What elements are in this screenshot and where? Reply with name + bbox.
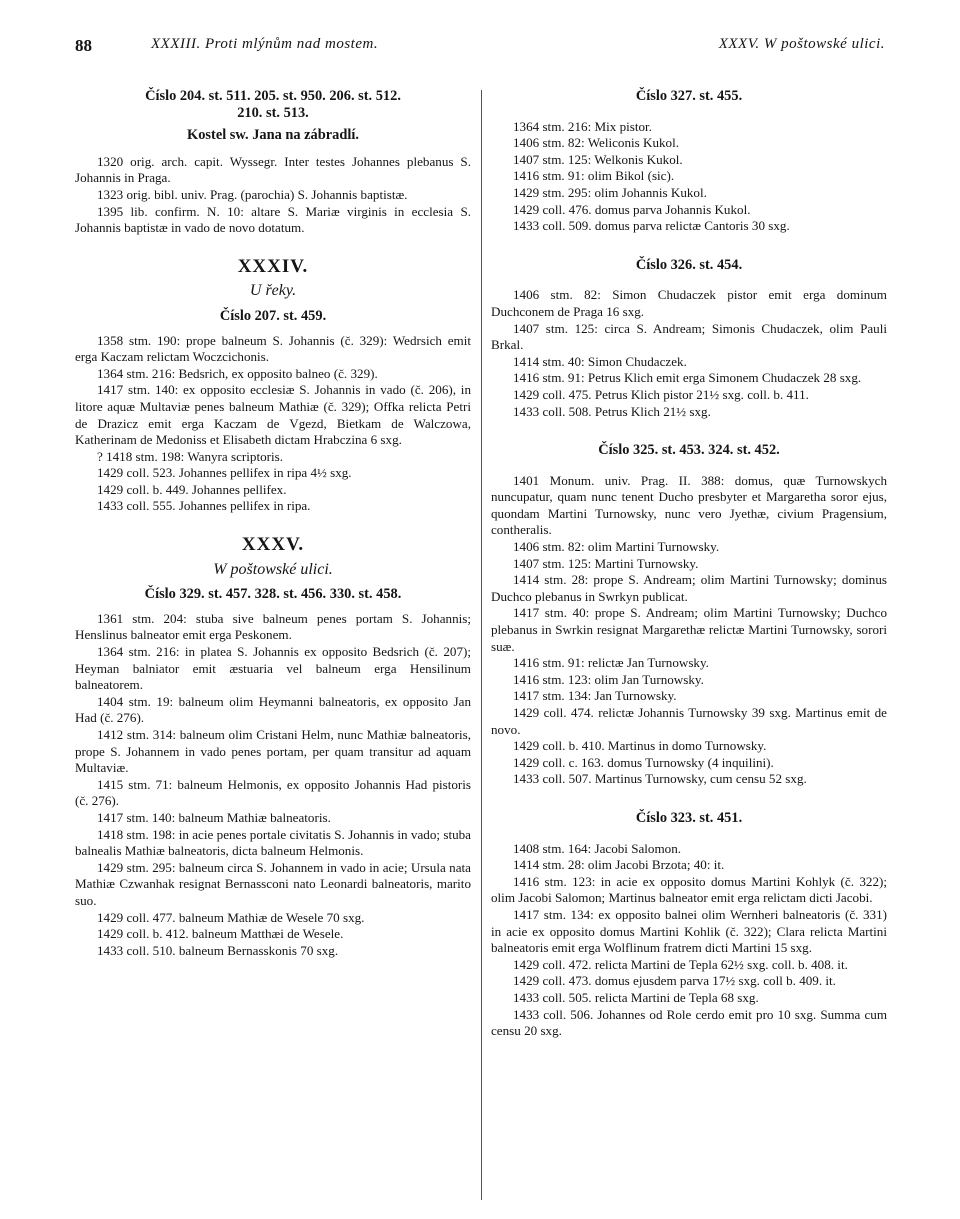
section-number-35: XXXV.	[241, 534, 305, 556]
entry-heading-204-line1: Číslo 204. st. 511. 205. st. 950. 206. st. 512.	[145, 88, 401, 104]
entry-text: 1429 coll. b. 410. Martinus in domo Turnowsky.	[513, 738, 767, 754]
right-column	[491, 88, 887, 1040]
entry-text: 1433 coll. 505. relicta Martini de Tepla 68 sxg.	[513, 989, 759, 1005]
entry-text: 1415 stm. 71: balneum Helmonis, ex opposito Johannis Had pistoris (č. 276).	[75, 776, 471, 809]
section-number-34: XXXIV.	[237, 255, 309, 277]
entry-text: 1433 coll. 508. Petrus Klich 21½ sxg.	[513, 403, 711, 419]
entry-text: 1407 stm. 125: Martini Turnowsky.	[513, 555, 699, 571]
entry-text: 1401 Monum. univ. Prag. II. 388: domus, quæ Turnowskych nuncupatur, quam nunc tenent Ducho presbyter et Margaretha soror ejus, quondam Martini Turnowsky, nunc vero Jyethæ, civium Pragensium, contheralis.	[491, 472, 887, 538]
section-title-34: U řeky.	[249, 282, 297, 300]
entry-text: 1429 coll. 475. Petrus Klich pistor 21½ sxg. coll. b. 411.	[513, 386, 809, 402]
entry-heading-327: Číslo 327. st. 455.	[635, 88, 743, 104]
entry-text: 1429 coll. b. 412. balneum Matthæi de Wesele.	[97, 926, 344, 942]
page-number: 88	[75, 36, 92, 55]
entry-text: 1361 stm. 204: stuba sive balneum penes portam S. Johannis; Henslinus balneator emit erga Peskonem.	[75, 610, 471, 643]
entry-text: 1407 stm. 125: circa S. Andream; Simonis Chudaczek, olim Pauli Brkal.	[491, 320, 887, 353]
entry-heading-326: Číslo 326. st. 454.	[635, 256, 743, 273]
entry-text: 1323 orig. bibl. univ. Prag. (parochia) S. Johannis baptistæ.	[97, 186, 408, 202]
running-head	[75, 36, 885, 60]
entry-text: 1414 stm. 28: prope S. Andream; olim Martini Turnowsky; dominus Duchco plebanus in Swrkyn publicat.	[491, 572, 887, 604]
entry-heading-325: Číslo 325. st. 453. 324. st. 452.	[598, 442, 780, 459]
entry-text: 1418 stm. 198: in acie penes portale civitatis S. Johannis in vado; stuba balnealis Mathiæ balneatoris, dicta balneum Helmonis.	[75, 826, 471, 859]
entry-text: 1416 stm. 91: olim Bikol (sic).	[513, 168, 675, 184]
entry-text: 1429 coll. 523. Johannes pellifex in ripa 4½ sxg.	[97, 465, 352, 481]
entry-text: 1407 stm. 125: Welkonis Kukol.	[513, 151, 683, 167]
entry-text: 1395 lib. confirm. N. 10: altare S. Mariæ virginis in ecclesia S. Johannis baptistæ in vado de novo dotatum.	[75, 203, 471, 236]
entry-text: 1429 stm. 295: olim Johannis Kukol.	[513, 184, 707, 200]
church-heading: Kostel sw. Jana na zábradlí.	[187, 127, 359, 144]
entry-text: 1414 stm. 28: olim Jacobi Brzota; 40: it.	[513, 857, 725, 873]
entry-text: 1417 stm. 40: prope S. Andream; olim Martini Turnowsky; Duchco plebanus in Swrkin resignat Margarethæ relictæ Martini Turnowsky, sorori suæ.	[491, 605, 887, 654]
entry-text: 1429 stm. 295: balneum circa S. Johannem in vado in acie; Ursula nata Mathiæ Czwanhak resignat Bernassconi nato Leonardi balneatoris, marito suo.	[75, 859, 471, 908]
entry-text: 1404 stm. 19: balneum olim Heymanni balneatoris, ex opposito Jan Had (č. 276).	[75, 693, 471, 726]
entry-text: 1406 stm. 82: olim Martini Turnowsky.	[513, 539, 720, 555]
entry-text: 1414 stm. 40: Simon Chudaczek.	[513, 353, 687, 369]
entry-heading-204-line2: 210. st. 513.	[237, 104, 309, 121]
entry-text: 1429 coll. 473. domus ejusdem parva 17½ sxg. coll b. 409. it.	[513, 973, 836, 989]
left-column	[75, 88, 471, 959]
entry-text: 1417 stm. 140: ex opposito ecclesiæ S. Johannis in vado (č. 206), in litore aquæ Multaviæ penes balneum Mathiæ (č. 329); Offka relicta Petri de Drazicz emit erga Kaczam de Vgezd, Bietkam de Walczowa, Katherinam de Medoniss et Elisabeth dictam Hrabczina 6 sxg.	[75, 382, 471, 448]
entry-text: 1417 stm. 140: balneum Mathiæ balneatoris.	[97, 809, 331, 825]
entry-text: 1429 coll. 477. balneum Mathiæ de Wesele 70 sxg.	[97, 909, 365, 925]
entry-heading-204	[75, 88, 471, 121]
section-title-35: W poštowské ulici.	[213, 560, 333, 578]
entry-text: 1429 coll. 476. domus parva Johannis Kukol.	[513, 201, 751, 217]
entry-text: ? 1418 stm. 198: Wanyra scriptoris.	[97, 448, 283, 464]
entry-text: 1429 coll. 472. relicta Martini de Tepla 62½ sxg. coll. b. 408. it.	[513, 956, 848, 972]
entry-text: 1429 coll. b. 449. Johannes pellifex.	[97, 481, 287, 497]
entry-text: 1433 coll. 510. balneum Bernasskonis 70 sxg.	[97, 942, 339, 958]
entry-text: 1433 coll. 506. Johannes od Role cerdo emit pro 10 sxg. Summa cum censu 20 sxg.	[491, 1006, 887, 1039]
entry-text: 1417 stm. 134: ex opposito balnei olim Wernheri balneatoris (č. 331) in acie ex opposito domus Martini Kohlik (č. 322); Clara relicta Martini balneatoris emit erga Wolflinum fratrem dicti Martini 15 sxg.	[491, 906, 887, 956]
entry-text: 1364 stm. 216: in platea S. Johannis ex opposito Bedsrich (č. 207); Heyman balniator emit æstuaria vel balneum erga Hensilinum balneatorem.	[75, 644, 471, 693]
entry-text: 1412 stm. 314: balneum olim Cristani Helm, nunc Mathiæ balneatoris, prope S. Johannem in vado penes portam, per quam transitur ad aquam Multaviæ.	[75, 727, 471, 776]
running-title-left: XXXIII. Proti mlýnům nad mostem.	[151, 36, 379, 52]
entry-text: 1416 stm. 123: in acie ex opposito domus Martini Kohlyk (č. 322); olim Jacobi Salomon; Martinus balneator emit erga relictam dicti Jacobi.	[491, 873, 887, 906]
entry-text: 1406 stm. 82: Simon Chudaczek pistor emit erga dominum Duchconem de Praga 16 sxg.	[491, 287, 887, 319]
column-divider	[481, 90, 482, 1200]
running-title-right: XXXV. W poštowské ulici.	[718, 36, 885, 52]
entry-text: 1417 stm. 134: Jan Turnowsky.	[513, 688, 677, 704]
entry-text: 1429 coll. c. 163. domus Turnowsky (4 inquilini).	[513, 754, 774, 770]
entry-heading-329: Číslo 329. st. 457. 328. st. 456. 330. st. 458.	[144, 586, 402, 603]
entry-text: 1433 coll. 509. domus parva relictæ Cantoris 30 sxg.	[513, 218, 790, 234]
entry-text: 1429 coll. 474. relictæ Johannis Turnowsky 39 sxg. Martinus emit de novo.	[491, 705, 887, 737]
entry-text: 1364 stm. 216: Mix pistor.	[513, 118, 652, 134]
entry-text: 1416 stm. 91: relictæ Jan Turnowsky.	[513, 655, 709, 671]
entry-text: 1320 orig. arch. capit. Wyssegr. Inter testes Johannes plebanus S. Johannis in Praga.	[75, 153, 471, 186]
entry-heading-323: Číslo 323. st. 451.	[635, 809, 743, 826]
entry-text: 1433 coll. 507. Martinus Turnowsky, cum censu 52 sxg.	[513, 771, 807, 787]
entry-text: 1406 stm. 82: Weliconis Kukol.	[513, 135, 680, 151]
entry-text: 1416 stm. 123: olim Jan Turnowsky.	[513, 671, 704, 687]
entry-text: 1408 stm. 164: Jacobi Salomon.	[513, 840, 682, 856]
entry-text: 1358 stm. 190: prope balneum S. Johannis (č. 329): Wedrsich emit erga Kaczam relictam Woczcichonis.	[75, 332, 471, 365]
entry-text: 1433 coll. 555. Johannes pellifex in ripa.	[97, 498, 311, 514]
entry-text: 1364 stm. 216: Bedsrich, ex opposito balneo (č. 329).	[97, 365, 378, 381]
entry-text: 1416 stm. 91: Petrus Klich emit erga Simonem Chudaczek 28 sxg.	[513, 370, 862, 386]
entry-heading-207: Číslo 207. st. 459.	[219, 307, 327, 324]
